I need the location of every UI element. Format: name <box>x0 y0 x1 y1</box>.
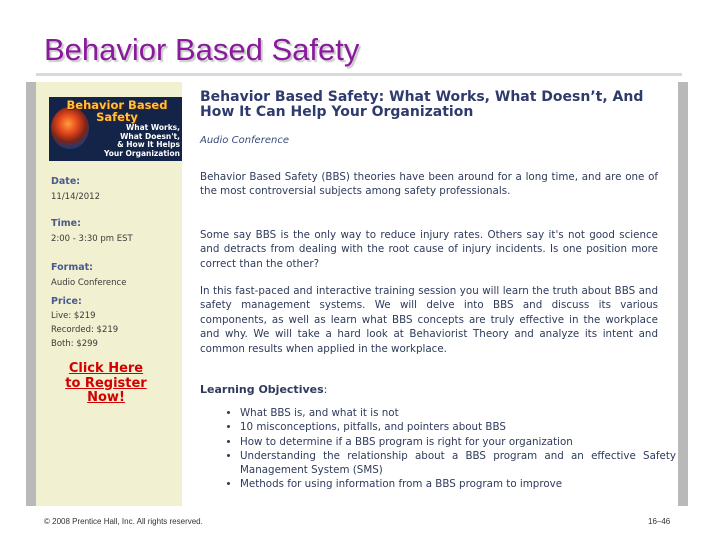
price-recorded: Recorded: $219 <box>51 325 119 335</box>
list-item: • Methods for using information from a BBS program to improve <box>240 477 676 491</box>
time-value: 2:00 - 3:30 pm EST <box>51 234 133 244</box>
date-label: Date: <box>51 176 81 187</box>
price-live: Live: $219 <box>51 311 96 321</box>
date-value: 11/14/2012 <box>51 192 100 202</box>
event-sidebar <box>36 82 182 506</box>
event-title: Behavior Based Safety: What Works, What Doesn’t, And How It Can Help Your Organization <box>200 89 644 120</box>
event-subtitle: Audio Conference <box>200 135 289 146</box>
intro-paragraph: Behavior Based Safety (BBS) theories have been around for a long time, and are one of the most controversial subjects among safety professionals. <box>200 171 658 198</box>
learning-objectives-heading: Learning Objectives: <box>200 383 328 396</box>
webpage-screenshot <box>26 82 688 506</box>
time-label: Time: <box>51 218 81 229</box>
list-item: • 10 misconceptions, pitfalls, and pointers about BBS <box>240 420 676 434</box>
price-both: Both: $299 <box>51 339 98 349</box>
list-item: • How to determine if a BBS program is right for your organization <box>240 435 676 449</box>
copyright-footer: © 2008 Prentice Hall, Inc. All rights reserved. <box>44 517 203 526</box>
learning-objectives-list <box>222 406 676 492</box>
slide-title: Behavior Based Safety <box>44 32 360 67</box>
event-banner <box>49 97 184 161</box>
session-paragraph: In this fast-paced and interactive training session you will learn the truth about BBS and safety management systems. We will delve into BBS and discuss its various components, as well as learn what BBS concepts are truly effective in the workplace and why. We will take a hard look at Behaviorist Theory and analyze its intent and common results when applied in the workplace. <box>200 285 658 355</box>
page-number: 16–46 <box>648 517 671 526</box>
format-value: Audio Conference <box>51 278 127 288</box>
banner-title: Behavior Based Safety <box>66 98 168 124</box>
list-item: • What BBS is, and what it is not <box>240 406 676 420</box>
list-item: • Understanding the relationship about a BBS program and an effective Safety Management System (SMS) <box>240 449 676 478</box>
register-link[interactable]: Click Here to Register Now! <box>65 361 147 405</box>
banner-subtitle: What Works, What Doesn't, & How It Helps Your Organization <box>103 123 180 158</box>
format-label: Format: <box>51 262 93 273</box>
event-description <box>182 82 678 506</box>
debate-paragraph: Some say BBS is the only way to reduce injury rates. Others say it's not good science and detracts from dealing with the root cause of injury incidents. Is one position more correct than the other? <box>200 229 658 270</box>
title-divider <box>36 73 682 76</box>
price-label: Price: <box>51 296 82 307</box>
